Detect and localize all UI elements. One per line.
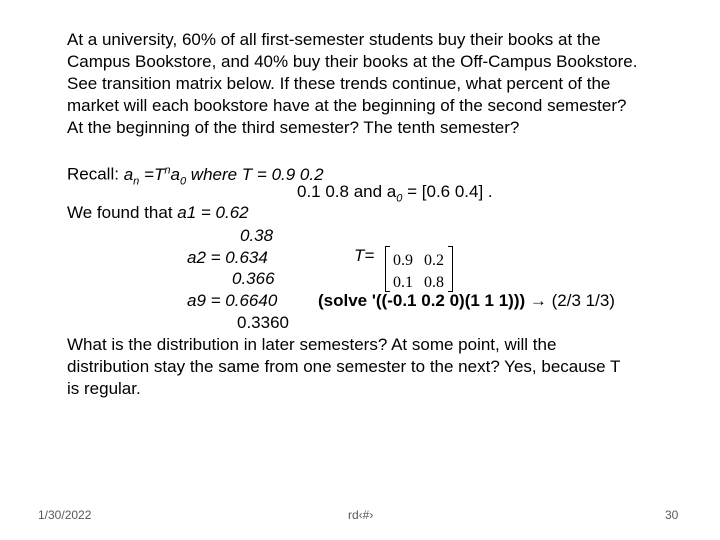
- intro-line: market will each bookstore have at the beginning of the second semester?: [67, 96, 627, 115]
- matrix-cell: 0.1: [393, 274, 413, 291]
- solve-command: (solve '((-0.1 0.2 0)(1 1 1))): [318, 291, 526, 310]
- intro-paragraph: [67, 29, 637, 139]
- footer-date: 1/30/2022: [38, 508, 92, 522]
- recall-line-2: 0.1 0.8 and $a_0 = [0.6$ 0.4] .: [297, 182, 493, 205]
- intro-line: At the beginning of the third semester? The tenth semester?: [67, 118, 520, 137]
- a9-value: a9 = 0.6640: [187, 291, 278, 310]
- closing-line: What is the distribution in later semesters? At some point, will the: [67, 335, 557, 354]
- a2-second-value: 0.366: [232, 269, 275, 288]
- recall-formula: $a_n =T^na_0$ where T = 0.9 0.2: [123, 164, 324, 188]
- arrow-icon: →: [529, 291, 547, 310]
- footer-page-number: 30: [665, 508, 679, 522]
- closing-line: distribution stay the same from one semester to the next? Yes, because T: [67, 357, 621, 376]
- recall-line: [67, 159, 324, 192]
- recall-a0-vector: = [0.6 0.4] .: [402, 182, 493, 201]
- a2-value: a2 = 0.634: [187, 248, 268, 267]
- found-label: We found that: [67, 203, 178, 222]
- a1-second-value: 0.38: [240, 226, 274, 245]
- t-label: T=: [354, 246, 375, 265]
- a1-value: a1 = 0.62: [177, 203, 249, 222]
- matrix-right-bracket: [448, 246, 453, 292]
- solve-line: [318, 290, 615, 312]
- intro-line: Campus Bookstore, and 40% buy their books at the Off-Campus Bookstore.: [67, 52, 638, 71]
- closing-line: is regular.: [67, 379, 141, 398]
- recall-label: Recall:: [67, 164, 119, 184]
- found-line-a1: [67, 202, 249, 224]
- recall-matrix-row2: 0.1 0.8: [297, 182, 349, 201]
- recall-matrix-row1: 0.9 0.2: [271, 164, 324, 184]
- solve-result: (2/3 1/3): [546, 291, 615, 310]
- matrix-cell: 0.2: [424, 252, 444, 269]
- matrix-cell: 0.9: [393, 252, 413, 269]
- intro-line: At a university, 60% of all first-semester students buy their books at the: [67, 30, 601, 49]
- footer-center: rd‹#›: [348, 508, 374, 522]
- matrix-left-bracket: [385, 246, 390, 292]
- matrix-cell: 0.8: [424, 274, 444, 291]
- closing-paragraph: [67, 334, 620, 400]
- intro-line: See transition matrix below. If these trends continue, what percent of the: [67, 74, 611, 93]
- a9-second-value: 0.3360: [237, 313, 289, 332]
- transition-matrix: [385, 246, 453, 292]
